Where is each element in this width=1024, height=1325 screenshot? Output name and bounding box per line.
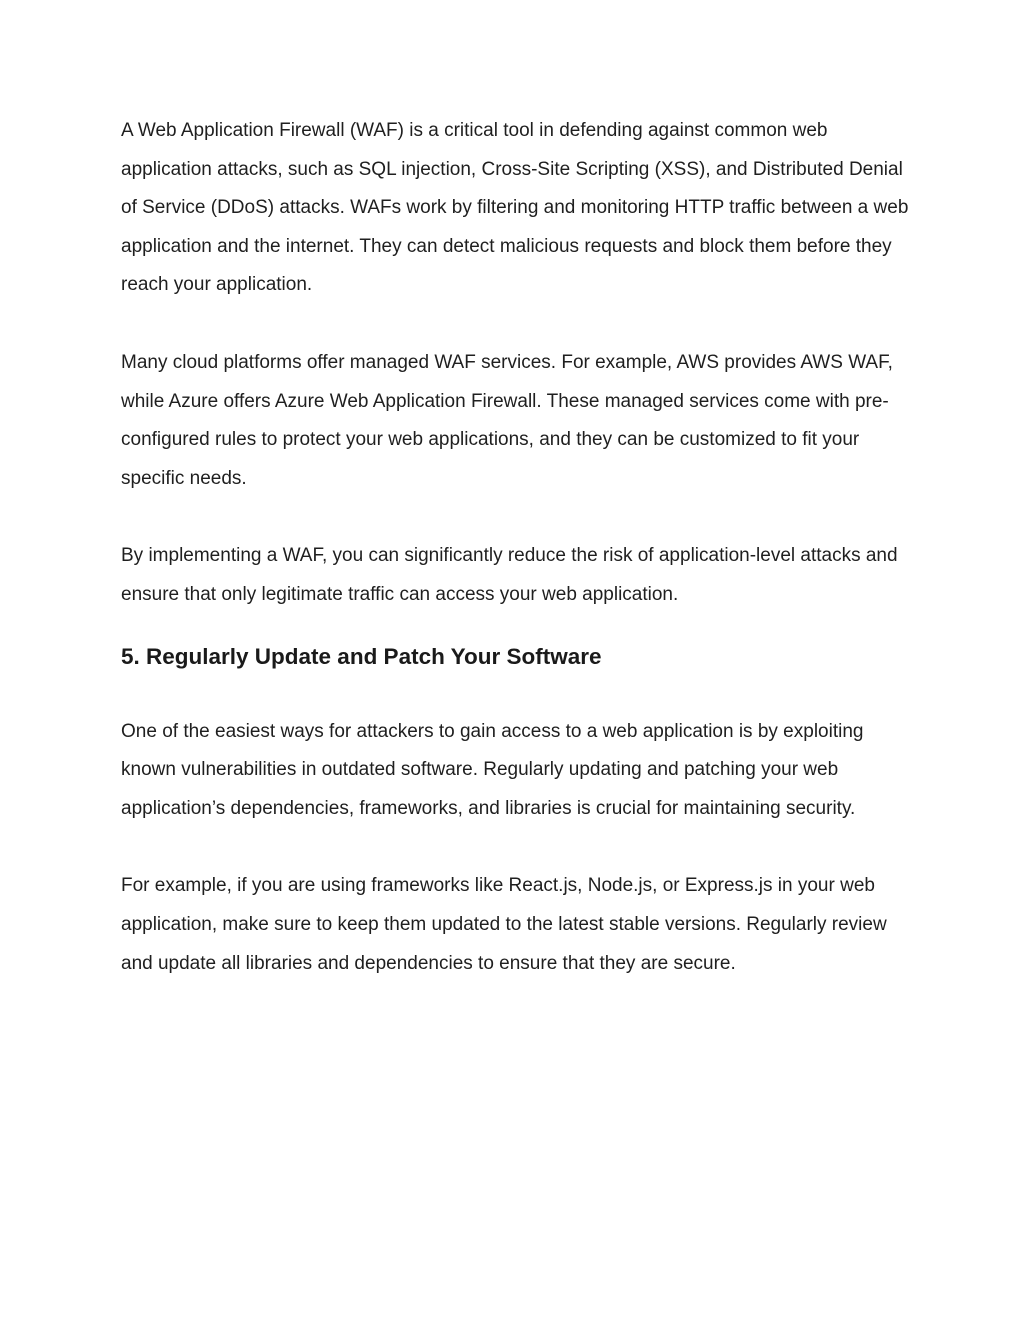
paragraph-waf-benefit: By implementing a WAF, you can significantly reduce the risk of application-level attacks and ensure that only legitimate traffic can access your web application. (121, 545, 898, 605)
section-heading: 5. Regularly Update and Patch Your Software (121, 643, 602, 669)
paragraph-waf-intro: A Web Application Firewall (WAF) is a critical tool in defending against common web application attacks, such as SQL injection, Cross-Site Scripting (XSS), and Distributed Denial of Service (DDoS) attacks. WAFs work by filtering and monitoring HTTP traffic between a web application and the internet. They can detect malicious requests and block them before they reach your application. (121, 120, 909, 296)
paragraph-managed-waf: Many cloud platforms offer managed WAF services. For example, AWS provides AWS WAF, while Azure offers Azure Web Application Firewall. These managed services come with pre-configured rules to protect your web applications, and they can be customized to fit your specific needs. (121, 351, 893, 489)
document-page (121, 112, 911, 1022)
paragraph-update-example: For example, if you are using frameworks like React.js, Node.js, or Express.js in your web application, make sure to keep them updated to the latest stable versions. Regularly review and update all libraries and dependencies to ensure that they are secure. (121, 875, 887, 974)
paragraph-update-intro: One of the easiest ways for attackers to gain access to a web application is by exploiting known vulnerabilities in outdated software. Regularly updating and patching your web application’s dependencies, frameworks, and libraries is crucial for maintaining security. (121, 720, 864, 819)
